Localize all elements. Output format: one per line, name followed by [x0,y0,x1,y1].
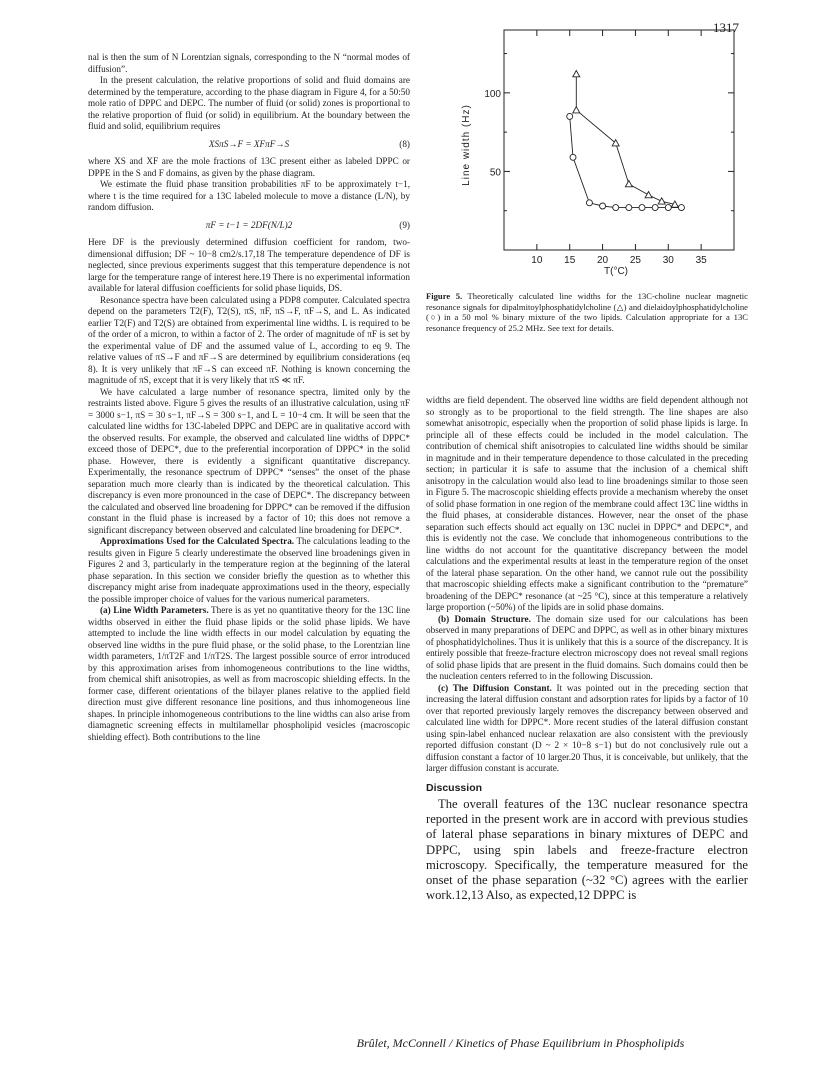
circle-point [567,113,573,119]
paragraph-text: It was pointed out in the preceding section that increasing the lateral diffusion constant and adsorption rates for lipids by a factor of 10 over that reported previously largely removes the discrepancy between observed and calculated line width for DPPC*. More recent studies of the lateral diffusion constant using spin-label enhanced nuclear relaxation are also consistent with the previously reported diffusion constant (D ~ 2 × 10−8 s−1) but do not conclusively rule out a diffusion constant a factor of 10 larger.20 Thus, it is conceivable, but unlikely, that the larger diffusion constant is accurate. [426,682,748,773]
y-tick-label: 50 [489,167,501,179]
circle-point [665,205,671,211]
page-number: 1317 [713,20,739,35]
triangle-point [625,181,632,187]
paragraph-text: There is as yet no quantitative theory for the 13C line widths observed in either the fluid phase lipids or the solid phase lipids. We have attempted to include the line width effects in our model calculation by equating the observed line widths in the pure fluid phase, or the solid phase, to the Lorentzian line width parameters, 1/πT2F and 1/πT2S. The largest possible source of error introduced by this approximation arises from inhomogeneous contributions to the line widths, from chemical shift anisotropies, as well as from macroscopic shielding effects. In the former case, different orientations of the bilayer planes relative to the applied field direction must give different resonance line positions, and thus inhomogeneous line shapes. In principle inhomogeneous contributions to the line widths can also arise from diamagnetic screening effects in multilamellar phospholipid vesicles (macroscopic shielding effect). Both contributions to the line [88,605,410,742]
paragraph: where XS and XF are the mole fractions of 13C present either as labeled DPPC or DPPE in the S and F domains, as given by the phase diagram. [88,156,410,178]
circle-point [626,205,632,211]
right-column [426,395,748,903]
paragraph: We have calculated a large number of resonance spectra, limited only by the restraints listed above. Figure 5 gives the results of an illustrative calculation, using πF = 3000 s−1, πS = 30 s−1, πF→S = 300 s−1, and L = 10−4 cm. It will be seen that the calculated line widths for 13C-labeled DPPC and DEPC are in qualitative accord with the observed results. For example, the observed and calculated line widths of DPPC* exceed those of DEPC*, due to the preferential incorporation of DPPC* in the solid phase. However, there is evidently a significant quantitative discrepancy. Experimentally, the resonance spectrum of DPPC* “senses” the onset of the phase separation much more clearly than is indicated by the theoretical calculation. This discrepancy is even more pronounced in the case of DEPC*. The discrepancy between the calculated and observed line broadening for DPPC* can be removed if the diffusion constant in the fluid phase is increased by a factor of 10; this does not remove a significant discrepancy between observed and calculated line broadening for DEPC*. [88,386,410,535]
paragraph [426,614,748,683]
circle-point [570,154,576,160]
run-in-heading: (a) Line Width Parameters. [100,605,209,615]
circle-point [613,205,619,211]
x-tick-label: 30 [662,255,674,266]
caption-label: Figure 5. [426,291,463,301]
circle-point [600,203,606,209]
paragraph [88,536,410,605]
triangle-point [645,192,652,198]
paragraph [88,605,410,743]
paragraph [426,683,748,775]
circle-point [678,205,684,211]
equation-number: (9) [399,219,410,230]
footer-text: Brûlet, McConnell / Kinetics of Phase Equilibrium in Phospholipids [356,1036,685,1050]
circle-point [586,200,592,206]
x-tick-label: 25 [629,255,641,266]
circle-point [639,205,645,211]
run-in-heading: Approximations Used for the Calculated Spectra. [100,536,295,546]
triangle-point [573,71,580,77]
x-tick-label: 10 [531,255,543,266]
run-in-heading: (b) Domain Structure. [438,613,531,624]
line-width-chart [426,20,748,282]
figure-5 [426,20,748,333]
running-footer [0,1036,831,1051]
x-tick-label: 15 [564,255,576,266]
paragraph: Resonance spectra have been calculated using a PDP8 computer. Calculated spectra depend on the parameters T2(F), T2(S), πS, πF, πS→F, πF→S, and L. As indicated earlier T2(F) and T2(S) are obtained from experimental line widths. L is required to be of the order of a micron, to within a factor of 2. The order of magnitude of πF is set by the experimental value of DF and the assumed value of L, according to eq 9. The relative values of πS→F and πF→S are determined by equilibrium considerations (eq 8). It is very unlikely that πF→S can exceed πF. Nothing is known concerning the magnitude of πS, except that it is very likely that πS ≪ πF. [88,294,410,385]
x-axis-label: T(°C) [604,266,628,277]
y-axis-label: Line width (Hz) [461,104,472,186]
equation-body: πF = t−1 = 2DF(N/L)2 [205,219,293,230]
section-heading-discussion: Discussion [426,781,483,794]
paragraph: We estimate the fluid phase transition probabilities πF to be approximately t−1, where t is the time required for a 13C labeled molecule to move a distance (L/N), by random diffusion. [88,179,410,212]
paragraph: In the present calculation, the relative proportions of solid and fluid domains are determined by the temperature, according to the phase diagram in Figure 4, for a 50:50 mole ratio of DPPC and DEPC. The number of fluid (or solid) zones is proportional to the relative proportion of fluid (or solid) in equilibrium. At the boundary between the fluid and solid, equilibrium requires [88,75,410,131]
circle-series-curve [570,116,682,207]
paragraph-text: The domain size used for our calculations has been observed in many preparations of DEPC and DPPC, as well as in other binary mixtures of phosphatidylcholines. Thus it is unlikely that this is a source of the discrepancy. It is entirely possible that freeze-fracture electron microscopy does not reveal small regions of solid phase lipids that are present in the fluid domains. Such domains could then be the nucleation centers referred to in the following Discussion. [426,613,748,681]
paragraph: The overall features of the 13C nuclear resonance spectra reported in the present work are in accord with previous studies of lateral phase separations in binary mixtures of DEPC and DPPC, using spin labels and freeze-fracture electron microscopy. Specifically, the temperature measured for the onset of the phase separation (~32 °C) agrees with the earlier work.12,13 Also, as expected,12 DPPC is [426,797,748,903]
triangle-point [658,198,665,204]
x-tick-label: 35 [695,255,707,266]
caption-text: Theoretically calculated line widths for the 13C-choline nuclear magnetic resonance signals for dipalmitoylphosphatidylcholine (△) and dielaidoylphosphatidylcholine (○) in a 50 mol % binary mixture of the two lipids. Calculation appropriate for a 13C resonance frequency of 25.2 MHz. See text for details. [426,291,748,333]
triangle-series-curve [576,74,675,204]
paragraph: Here DF is the previously determined diffusion coefficient for random, two-dimensional diffusion; DF ~ 10−8 cm2/s.17,18 The temperature dependence of DF is neglected, since previous experiments suggest that this temperature dependence is not large for the temperature range of interest here.19 There is no experimental information available for lateral diffusion coefficients for solid phase liquids, DS. [88,237,410,293]
triangle-point [573,107,580,113]
paragraph-text: The calculations leading to the results given in Figure 5 clearly underestimate the observed line broadenings given in Figures 2 and 3, particularly in the temperature region at the beginning of the lateral phase separation. In this section we consider briefly the question as to whether this discrepancy might arise from inadequate approximations used in the theory, especially the possible improper choice of values for the various numerical parameters. [88,536,410,604]
paragraph: widths are field dependent. The observed line widths are field dependent although not so strongly as to be proportional to the field strength. The line shapes are also somewhat anisotropic, especially when the proportion of solid phase lipids is large. In principle all of these effects could be included in the model calculation. The contribution of chemical shift anisotropies to calculated line widths should be similar in magnitude and in their temperature dependence to those calculated in the preceding section; in particular it is safe to assume that the inclusion of a chemical shift anisotropy in the calculation would also lead to line broadenings similar to those seen in Figure 5. The macroscopic shielding effects provide a mechanism whereby the onset of solid phase formation in one region of the membrane could affect 13C line widths in the fluid phases, at considerable distances. However, near the onset of the phase separation such effects should act equally on 13C nuclei in DPPC* and DEPC*, and this is evidently not the case. We conclude that inhomogeneous contributions to the line widths do not account for the quantitative discrepancy between the model calculations and the experimental results at least in the temperature region of the onset of the lateral phase separation. On the other hand, we cannot rule out the possibility that macroscopic shielding effects make a significant contribution to the “premature” broadening of the DEPC* resonance (at ~25 °C), since at this temperature a relatively large proportion (~50%) of the lipids are in solid phase domains. [426,395,748,612]
circle-point [652,205,658,211]
equation-number: (8) [399,138,410,149]
equation-9 [88,220,410,232]
left-column [88,52,410,743]
run-in-heading: (c) The Diffusion Constant. [438,682,552,693]
y-tick-label: 100 [484,88,501,100]
equation-body: XSπS→F = XFπF→S [208,138,290,149]
x-tick-label: 20 [597,255,609,266]
figure-caption [426,291,748,333]
plot-frame [504,30,734,250]
paragraph: nal is then the sum of N Lorentzian signals, corresponding to the N “normal modes of diffusion”. [88,52,410,74]
equation-8 [88,139,410,151]
